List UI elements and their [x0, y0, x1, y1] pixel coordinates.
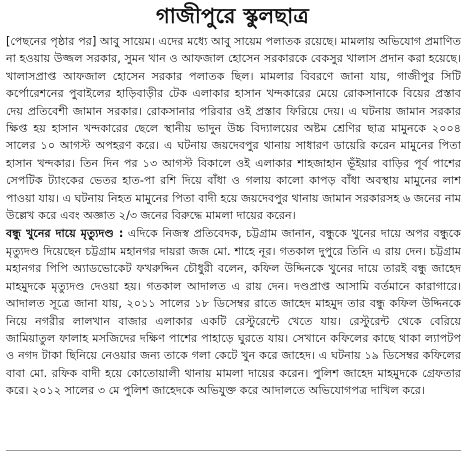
headline: গাজীপুরে স্কুলছাত্র — [155, 4, 310, 28]
section-lead: বন্ধু খুনের দায়ে মৃত্যুদণ্ড : — [6, 227, 124, 241]
paragraph-text: এদিকে নিজস্ব প্রতিবেদক, চট্টগ্রাম জানান, বন্ধুকে খুনের দায়ে অপর বন্ধুকে মৃত্যুদণ্ড দিয়েছেন চট্টগ্রাম মহানগর দায়রা জজ মো. শাহে নূর। গতকাল দুপুরে তিনি এ রায় দেন। চট্টগ্রাম মহানগর পিপি অ্যাডভোকেট ফখরুদ্দিন চৌধুরী বলেন, কফিল উদ্দিনকে খুনের দায়ে তারই বন্ধু জাহেদ মাহমুদকে মৃত্যুদণ্ড দেওয়া হয়। গতকাল আদালত এ রায় দেন। দণ্ডপ্রাপ্ত আসামি বর্তমানে কারাগারে। আদালত সূত্রে জানা যায়, ২০১১ সালের ১৮ ডিসেম্বর রাতে জাহেদ মাহমুদ তার বন্ধু কফিল উদ্দিনকে নিয়ে নগরীর লালখান বাজার এলাকার একটি রেস্টুরেন্টে খেতে যায়। রেস্টুরেন্ট থেকে বেরিয়ে জামিয়াতুল ফালাহ মসজিদের দক্ষিণ পাশের পাহাড়ে ঘুরতে যায়। সেখানে কফিলের কাছে থাকা ল্যাপটপ ও নগদ টাকা ছিনিয়ে নেওয়ার জন্য তাকে গলা কেটে খুন করে জাহেদ। এ ঘটনায় ১৯ ডিসেম্বর কফিলের বাবা মো. রফিক বাদী হয়ে কোতোয়ালী থানায় মামলা দায়ের করেন। পুলিশ জাহেদ মাহমুদকে গ্রেফতার করে। ২০১২ সালের ৩ মে পুলিশ জাহেদকে অভিযুক্ত করে আদালতে অভিযোগপত্র দাখিল করে। — [6, 227, 462, 398]
paragraph-death-sentence — [6, 225, 461, 399]
article-body — [0, 33, 465, 400]
cropped-edge — [6, 450, 461, 456]
paragraph-continued — [6, 33, 461, 224]
paragraph-text: আবু সায়েম। এদের মধ্যে আবু সায়েম পলাতক রয়েছে। মামলায় অভিযোগ প্রমাণিত না হওয়ায় উজ্জল সরকার, সুমন খান ও আফজাল হোসেন সরকারকে বেকসুর খালাস প্রদান করা হয়েছে। খালাসপ্রাপ্ত আফজাল হোসেন সরকার পলাতক ছিল। মামলার বিবরণে জানা যায়, গাজীপুর সিটি কর্পোরেশনের পুবাইলের হাড়িবাড়ীর টেক এলাকার হাসান খন্দকারের মেয়ে রোকসানাকে বিয়ের প্রস্তাব দেয় প্রতিবেশী জামান সরকার। রোকসানার পরিবার ওই প্রস্তাব ফিরিয়ে দেয়। এ ঘটনায় জামান সরকার ক্ষিপ্ত হয় হাসান খন্দকারের ছেলে স্থানীয় ভাদুন উচ্চ বিদ্যালয়ের অষ্টম শ্রেণির ছাত্র মামুনকে ২০০৪ সালের ১০ আগস্ট অপহরণ করে। এ ঘটনায় জয়দেবপুর থানায় সাধারণ ডায়েরি করেন মামুনের পিতা হাসান খন্দকার। তিন দিন পর ১৩ আগস্ট বিকালে ওই এলাকার শাহজাহান ভূঁইয়ার বাড়ির পূর্ব পাশের সেপটিক ট্যাংকের ভেতর হাত-পা রশি দিয়ে বাঁধা ও গলায় কালো কাপড় বাঁধা অবস্থায় মামুনের লাশ পাওয়া যায়। এ ঘটনায় নিহত মামুনের পিতা বাদী হয়ে জয়দেবপুর থানায় জামান সরকারসহ ৬ জনের নাম উল্লেখ করে এবং অজ্ঞাত ২/৩ জনের বিরুদ্ধে মামলা দায়ের করেন। — [6, 35, 461, 223]
continuation-label: [পেছনের পৃষ্ঠার পর] — [6, 35, 97, 48]
